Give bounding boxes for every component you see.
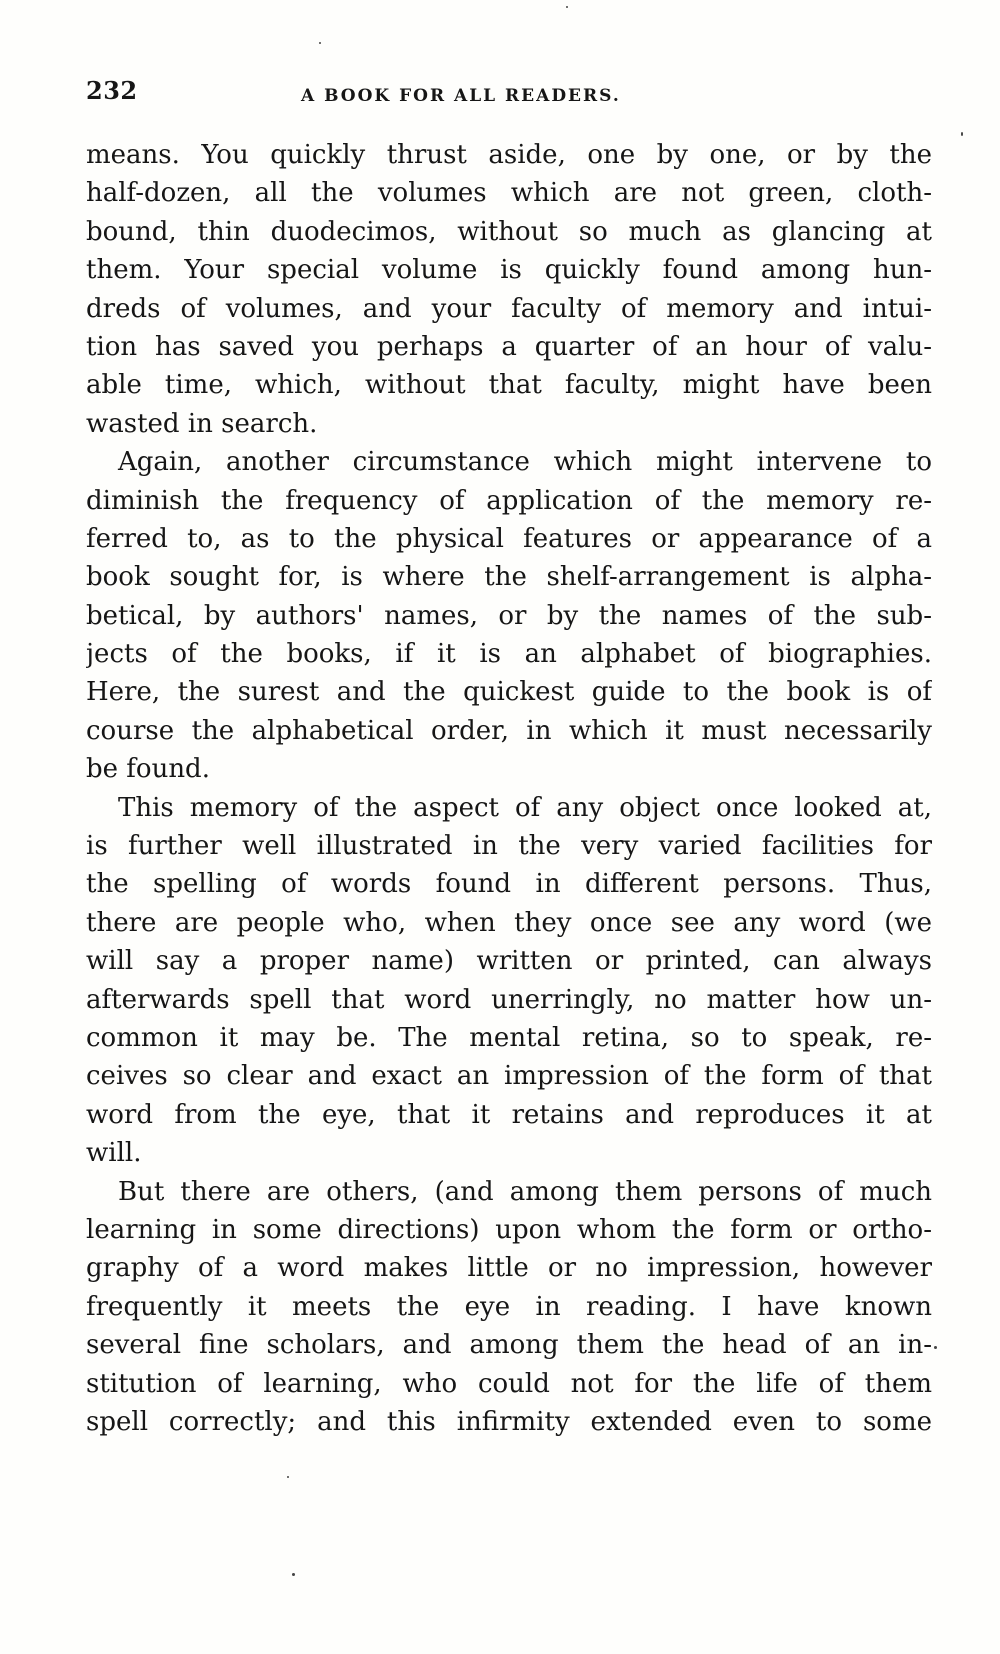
running-head — [86, 76, 932, 112]
text-line: ceives so clear and exact an impression of the form of that — [86, 1061, 932, 1092]
text-line: afterwards spell that word unerringly, no matter how un- — [86, 984, 932, 1015]
text-line: spell correctly; and this infirmity extended even to some — [86, 1406, 932, 1437]
scan-speck — [566, 6, 568, 8]
text-line: jects of the books, if it is an alphabet of biographies. — [86, 639, 932, 670]
text-line: means. You quickly thrust aside, one by one, or by the — [86, 140, 932, 170]
running-title: A BOOK FOR ALL READERS. — [301, 86, 621, 106]
text-line: half-dozen, all the volumes which are not green, cloth- — [86, 178, 932, 209]
body-text — [86, 136, 932, 1441]
text-line: Here, the surest and the quickest guide to the book is of — [86, 677, 932, 708]
text-line: But there are others, (and among them persons of much — [118, 1176, 932, 1207]
text-line: ferred to, as to the physical features or appearance of a — [86, 523, 932, 554]
text-line: common it may be. The mental retina, so to speak, re- — [86, 1022, 932, 1053]
text-line: This memory of the aspect of any object once looked at, — [118, 792, 932, 823]
paragraph-1 — [86, 136, 932, 443]
page-number: 232 — [86, 76, 138, 105]
text-line: betical, by authors' names, or by the names of the sub- — [86, 600, 932, 631]
text-line: stitution of learning, who could not for the life of them — [86, 1368, 932, 1399]
text-line: be found. — [86, 754, 210, 785]
text-line: course the alphabetical order, in which it must necessarily — [86, 715, 932, 746]
text-line: bound, thin duodecimos, without so much as glancing at — [86, 216, 932, 247]
paragraph-4 — [86, 1173, 932, 1442]
text-line: them. Your special volume is quickly found among hun- — [86, 255, 932, 286]
paragraph-2 — [86, 443, 932, 789]
text-line: wasted in search. — [86, 408, 318, 439]
text-line: several fine scholars, and among them the head of an in- — [86, 1330, 932, 1361]
paragraph-3 — [86, 789, 932, 1173]
scan-speck — [961, 132, 963, 136]
text-line: Again, another circumstance which might intervene to — [118, 447, 932, 478]
text-line: there are people who, when they once see any word (we — [86, 907, 932, 938]
scan-speck — [934, 1346, 937, 1349]
scan-speck — [319, 42, 321, 44]
text-line: frequently it meets the eye in reading. I have known — [86, 1291, 932, 1322]
text-line: learning in some directions) upon whom the form or ortho- — [86, 1214, 932, 1245]
scan-speck — [287, 1476, 289, 1478]
text-line: diminish the frequency of application of the memory re- — [86, 485, 932, 516]
text-line: will say a proper name) written or printed, can always — [86, 946, 932, 977]
scan-speck — [292, 1573, 295, 1576]
text-line: tion has saved you perhaps a quarter of an hour of valu- — [86, 331, 932, 362]
text-line: graphy of a word makes little or no impression, however — [86, 1253, 932, 1284]
text-line: the spelling of words found in different persons. Thus, — [86, 869, 932, 900]
text-line: book sought for, is where the shelf-arrangement is alpha- — [86, 562, 932, 593]
text-line: will. — [86, 1138, 142, 1169]
text-line: able time, which, without that faculty, might have been — [86, 370, 932, 401]
text-line: dreds of volumes, and your faculty of memory and intui- — [86, 293, 932, 324]
text-line: word from the eye, that it retains and reproduces it at — [86, 1099, 932, 1130]
text-line: is further well illustrated in the very varied facilities for — [86, 831, 932, 862]
